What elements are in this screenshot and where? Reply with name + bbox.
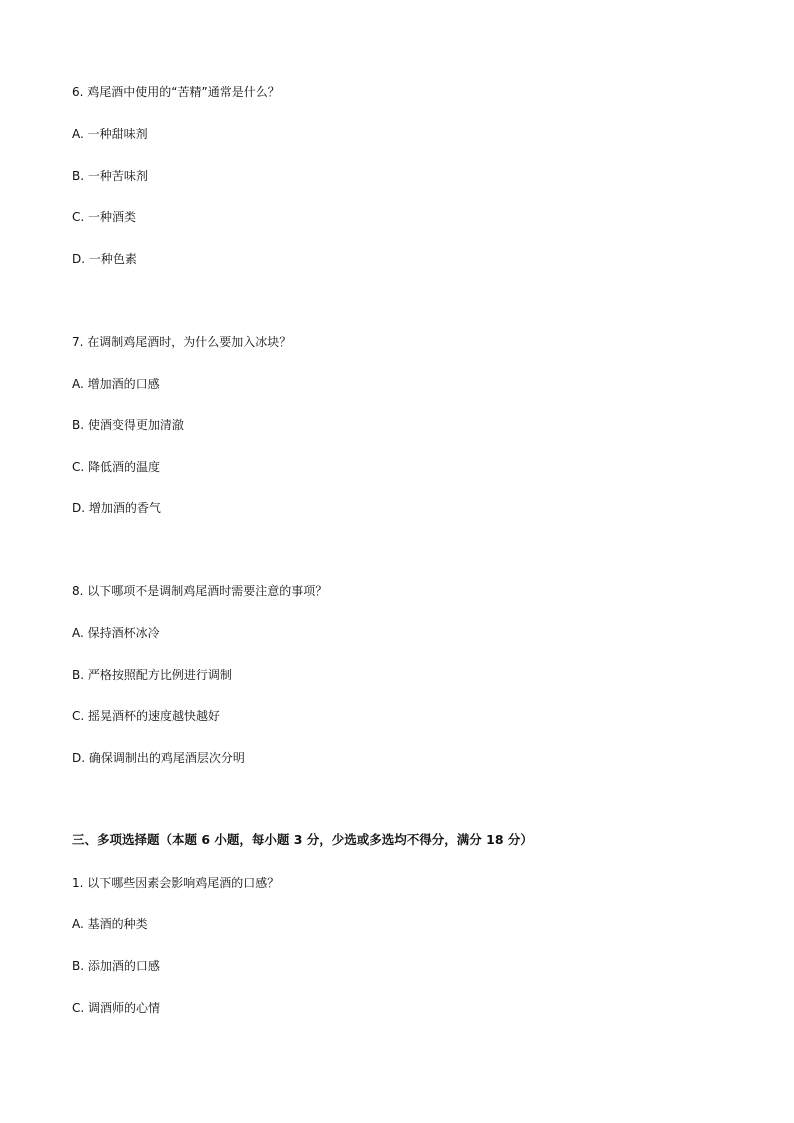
question-8-option-b: B. 严格按照配方比例进行调制 [72, 668, 232, 682]
question-8-option-c: C. 摇晃酒杯的速度越快越好 [72, 709, 221, 723]
multi-question-1-option-c: C. 调酒师的心情 [72, 1001, 161, 1015]
question-8-option-d: D. 确保调制出的鸡尾酒层次分明 [72, 751, 245, 765]
multi-question-1-option-a: A. 基酒的种类 [72, 917, 148, 931]
section-3-heading: 三、多项选择题（本题 6 小题，每小题 3 分，少选或多选均不得分，满分 18 分） [72, 832, 533, 847]
question-7-option-d: D. 增加酒的香气 [72, 501, 161, 515]
multi-question-1-option-b: B. 添加酒的口感 [72, 959, 160, 973]
question-6-stem: 6. 鸡尾酒中使用的“苦精”通常是什么？ [72, 85, 280, 99]
question-6-option-c: C. 一种酒类 [72, 210, 137, 224]
question-8-option-a: A. 保持酒杯冰冷 [72, 626, 160, 640]
question-6-option-b: B. 一种苦味剂 [72, 169, 148, 183]
multi-question-1-stem: 1. 以下哪些因素会影响鸡尾酒的口感？ [72, 876, 280, 890]
question-8-stem: 8. 以下哪项不是调制鸡尾酒时需要注意的事项？ [72, 584, 328, 598]
question-6-option-a: A. 一种甜味剂 [72, 127, 148, 141]
question-7-option-b: B. 使酒变得更加清澈 [72, 418, 184, 432]
question-7-option-a: A. 增加酒的口感 [72, 377, 160, 391]
question-6-option-d: D. 一种色素 [72, 252, 137, 266]
question-7-stem: 7. 在调制鸡尾酒时，为什么要加入冰块？ [72, 335, 292, 349]
question-7-option-c: C. 降低酒的温度 [72, 460, 161, 474]
